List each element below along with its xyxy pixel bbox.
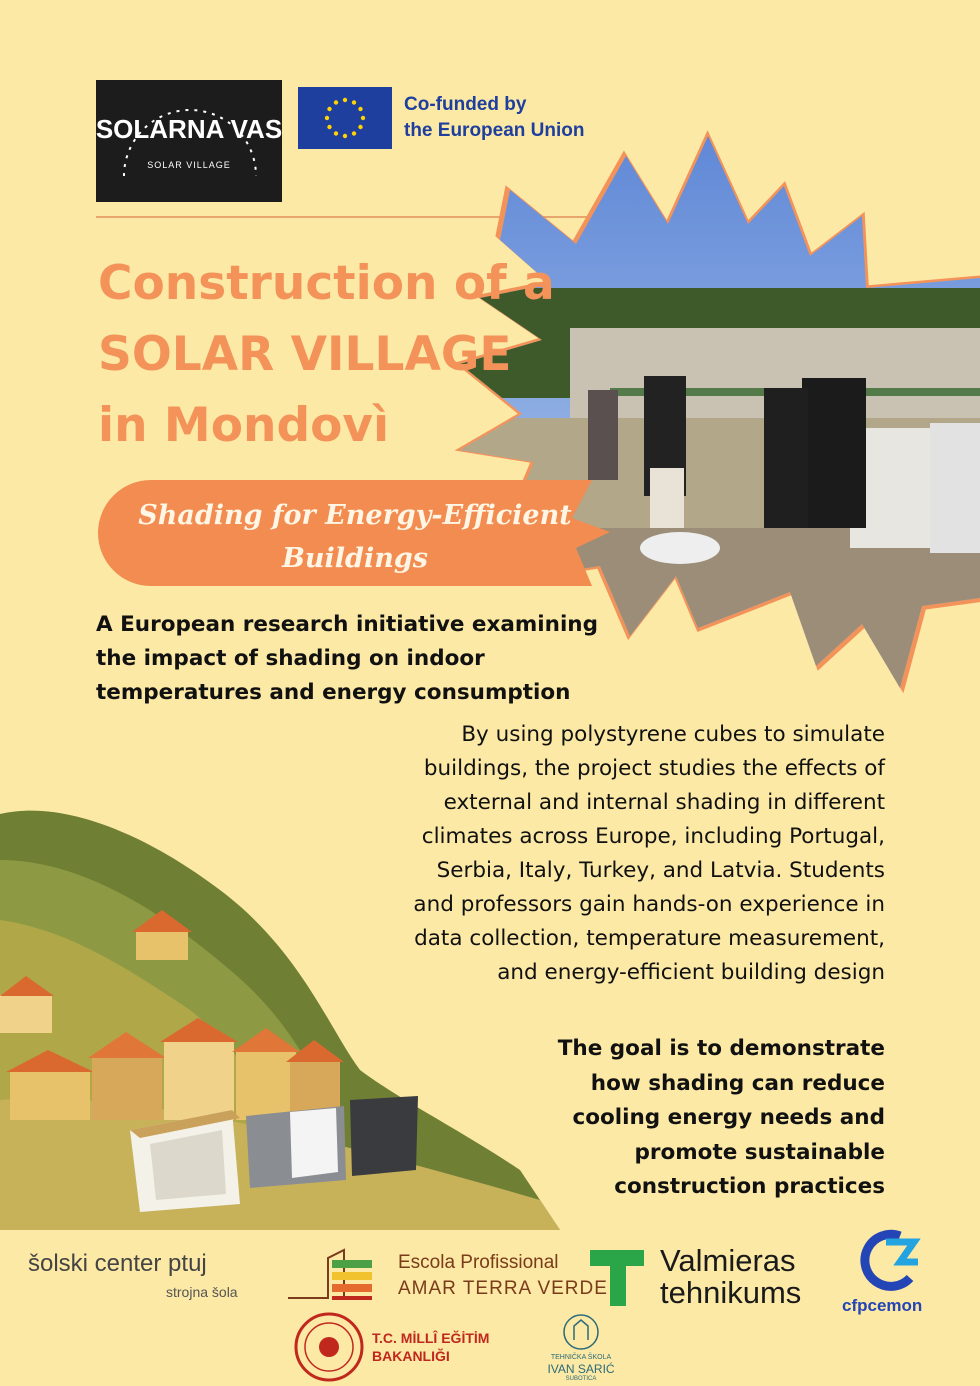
body-paragraph: By using polystyrene cubes to simulate buildings, the project studies the effects of external and internal shading in different climates across Europe, including Portugal, Serbia, Italy, Turkey, and Latvia. Students and professors gain hands-on experience in data collection, temperature measurement, and energy-efficient building design (413, 722, 885, 985)
solarna-vas-logo (96, 80, 282, 202)
meb-line-2: BAKANLIĞI (372, 1348, 450, 1364)
valmieras-t-icon (588, 1246, 648, 1308)
ivan-saric-logo (516, 1306, 646, 1386)
meb-line-1: T.C. MİLLÎ EĞİTİM (372, 1330, 490, 1346)
saric-line-1: TEHNIČKA ŠKOLA (550, 1354, 612, 1361)
page-title (98, 248, 555, 461)
subtitle-line-1: Shading for Energy-Efficient (138, 500, 572, 531)
solski-center-name: šolski center ptuj (28, 1250, 207, 1277)
amar-line-1: Escola Profissional (398, 1252, 559, 1273)
title-line-2: SOLAR VILLAGE (98, 327, 512, 382)
amar-bars-icon (284, 1246, 390, 1302)
solarna-logo-text: SOLARNA VAS (96, 114, 282, 144)
subtitle-line-2: Buildings (282, 543, 428, 574)
hill-village-illustration (0, 800, 560, 1230)
valmieras-line-1: Valmieras (660, 1243, 796, 1278)
saric-emblem-icon (516, 1306, 646, 1354)
subtitle (110, 494, 600, 580)
solski-center-ptuj-logo (28, 1250, 268, 1310)
milli-egitim-logo (292, 1312, 502, 1382)
amar-line-2: AMAR TERRA VERDE (398, 1278, 608, 1299)
goal-paragraph: The goal is to demonstrate how shading can reduce cooling energy needs and promote sustainable construction practices (557, 1036, 885, 1199)
title-line-1: Construction of a (98, 256, 555, 311)
saric-line-3: SUBOTICA (565, 1376, 597, 1382)
solarna-logo-subtext: SOLAR VILLAGE (147, 160, 231, 170)
saric-line-2: IVAN SARIĆ (547, 1362, 615, 1376)
lead-paragraph: A European research initiative examining the impact of shading on indoor temperatures and energy consumption (96, 612, 599, 705)
amar-terra-verde-logo (284, 1246, 608, 1306)
title-line-3: in Mondovì (98, 398, 390, 453)
meb-seal-icon (292, 1312, 366, 1382)
valmieras-tehnikums-logo (588, 1244, 828, 1310)
solski-center-sub: strojna šola (166, 1284, 238, 1300)
cfpcemon-logo (838, 1228, 938, 1318)
eu-line-1: Co-funded by (404, 94, 527, 115)
cfpcemon-name: cfpcemon (842, 1296, 923, 1315)
eu-line-2: the European Union (404, 120, 585, 141)
cfpcemon-c-icon (848, 1228, 938, 1294)
eu-flag-icon (298, 87, 392, 149)
valmieras-line-2: tehnikums (660, 1275, 802, 1310)
